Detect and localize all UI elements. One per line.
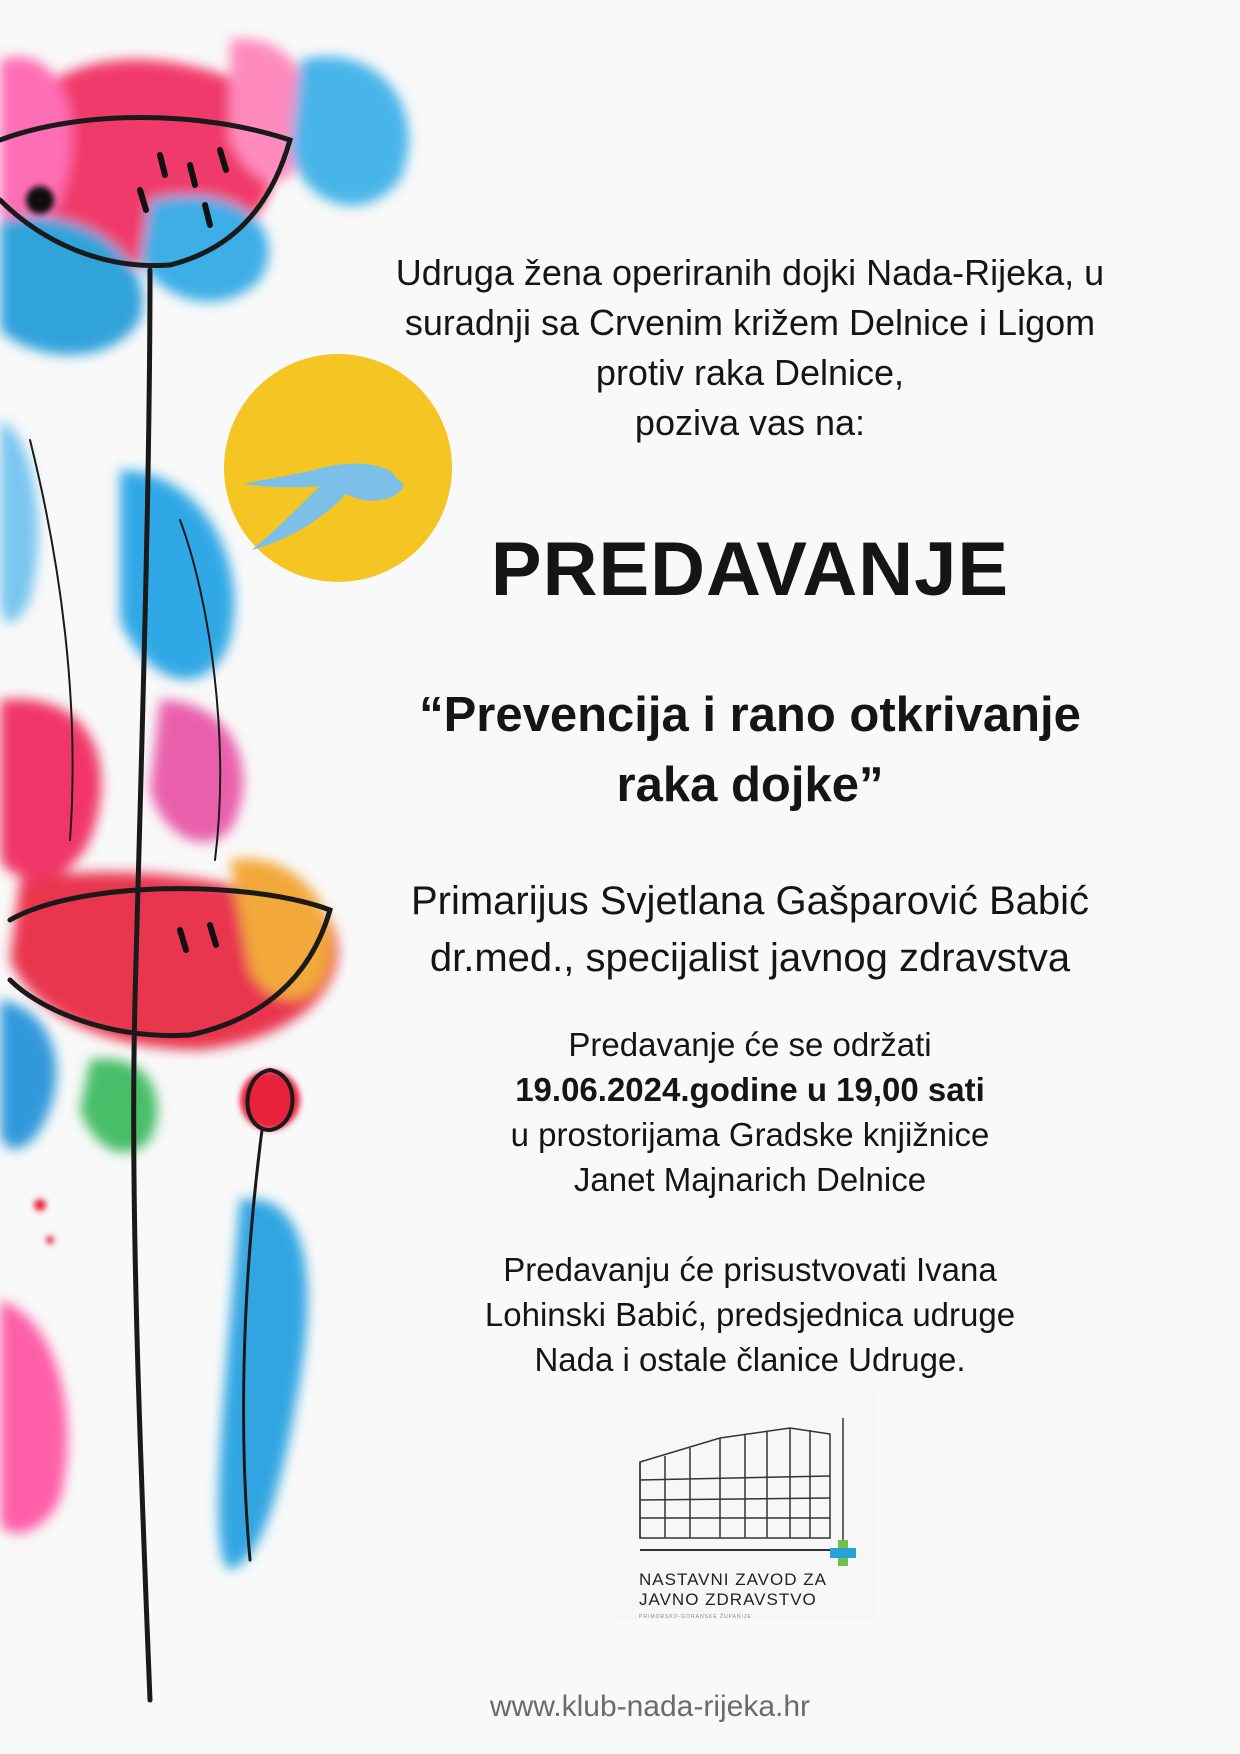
building-icon — [615, 1390, 875, 1570]
attendance-line: Nada i ostale članice Udruge. — [534, 1341, 966, 1378]
lecturer-name: Primarijus Svjetlana Gašparović Babić — [410, 879, 1090, 923]
lecture-topic — [330, 680, 1170, 820]
attendance-line: Lohinski Babić, predsjednica udruge — [484, 1296, 1016, 1333]
topic-line: “Prevencija i rano otkrivanje — [419, 688, 1081, 742]
lecturer — [330, 873, 1170, 987]
institute-subtitle: PRIMORSKO-GORANSKE ŽUPANIJE — [639, 1614, 752, 1620]
institute-logo — [615, 1390, 875, 1620]
details-line: Predavanje će se održati — [568, 1026, 932, 1063]
event-datetime: 19.06.2024.godine u 19,00 sati — [515, 1071, 985, 1108]
invitation-intro — [330, 248, 1170, 448]
topic-line: raka dojke” — [616, 758, 884, 812]
attendance-line: Predavanju će prisustvovati Ivana — [503, 1251, 997, 1288]
attendance-note — [330, 1247, 1170, 1382]
institute-name — [639, 1570, 827, 1610]
intro-line: suradnji sa Crvenim križem Delnice i Ligom — [404, 302, 1096, 343]
event-details — [330, 1022, 1170, 1202]
plus-cross-icon — [830, 1540, 856, 1566]
intro-line: Udruga žena operiranih dojki Nada-Rijeka, u — [395, 252, 1105, 293]
intro-line: poziva vas na: — [634, 402, 866, 443]
institute-name-line: NASTAVNI ZAVOD ZA — [639, 1570, 827, 1589]
lecturer-title: dr.med., specijalist javnog zdravstva — [429, 936, 1071, 980]
details-line: u prostorijama Gradske knjižnice — [510, 1116, 990, 1153]
institute-name-line: JAVNO ZDRAVSTVO — [639, 1590, 817, 1609]
website-link[interactable]: www.klub-nada-rijeka.hr — [489, 1690, 811, 1723]
event-venue: Janet Majnarich Delnice — [573, 1161, 927, 1198]
intro-line: protiv raka Delnice, — [595, 352, 905, 393]
page-title: PREDAVANJE — [490, 527, 1010, 612]
